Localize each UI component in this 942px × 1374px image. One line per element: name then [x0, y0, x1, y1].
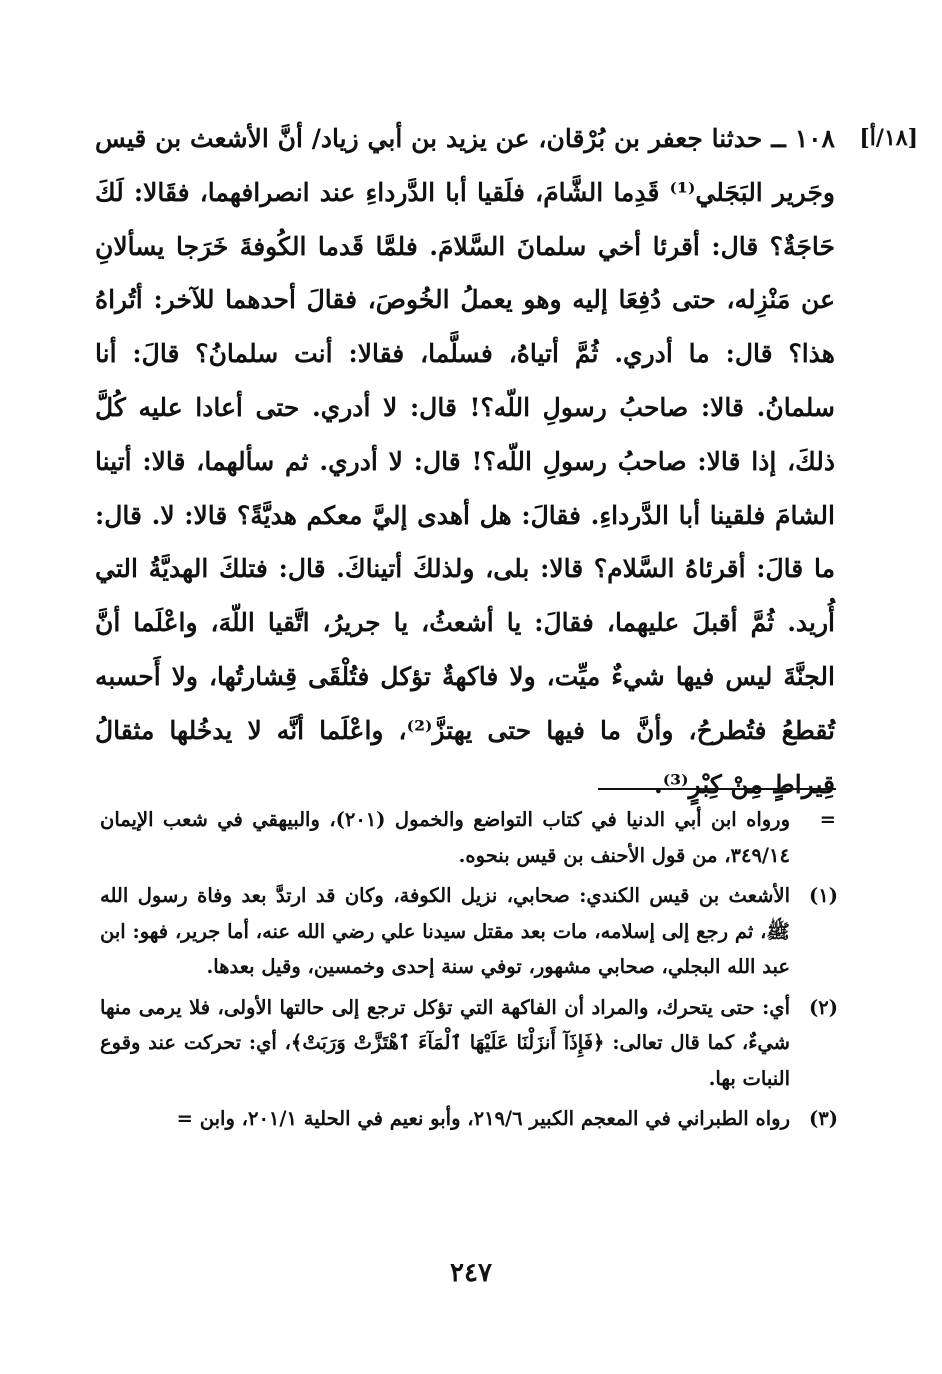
footnote-text: رواه الطبراني في المعجم الكبير ٢١٩/٦، وأبو نعيم في الحلية ٢٠١/١، وابن =: [176, 1107, 790, 1130]
folio-marker: [١٨/أ]: [859, 125, 918, 151]
footnote-marker: (٢): [809, 995, 838, 1019]
footnote-text: ورواه ابن أبي الدنيا في كتاب التواضع والخمول (٢٠١)، والبيهقي في شعب الإيمان ٣٤٩/١٤، من قول الأحنف بن قيس بنحوه.: [100, 808, 790, 867]
hadith-paragraph: [95, 112, 835, 811]
footnote-text: أي: حتى يتحرك، والمراد أن الفاكهة التي تؤكل ترجع إلى حالتها الأولى، فلا يرمى منها شيءٌ، كما قال تعالى: ﴿فَإِذَآ أَنزَلْنَا عَلَيْهَا ٱلْمَآءَ ٱهْتَزَّتْ وَرَبَتْ﴾، أي: تحركت عند وقوع النبات بها.: [100, 995, 790, 1090]
page-number: ٢٤٧: [450, 1258, 492, 1288]
footnote-marker: =: [819, 808, 836, 831]
footnote-3: [100, 1101, 838, 1137]
footnote-continuation: [100, 802, 838, 873]
footnote-1: [100, 878, 838, 985]
footnote-2: [100, 990, 838, 1097]
hadith-body: [95, 112, 835, 811]
footnote-marker: (٣): [809, 1107, 838, 1130]
footnote-text: الأشعث بن قيس الكندي: صحابي، نزيل الكوفة، وكان قد ارتدَّ بعد وفاة رسول الله ﷺ، ثم رجع إلى إسلامه، مات بعد مقتل سيدنا علي رضي الله عنه، أما جرير، فهو: ابن عبد الله البجلي، صحابي مشهور، توفي سنة إحدى وخمسين، وقيل بعدها.: [100, 884, 790, 978]
hadith-text: حدثنا جعفر بن بُرْقان، عن يزيد بن أبي زياد/ أنَّ الأشعث بن قيس وجَرير البَجَلي⁽¹⁾ قَدِما الشَّامَ، فلَقيا أبا الدَّرداءِ عند انصرافهما، فقَالا: لَكَ حَاجَةٌ؟ قال: أقرئا أخي سلمانَ السَّلامَ. فلمَّا قَدما الكُوفةَ خَرَجا يسألانِ عن مَنْزِله، حتى دُفِعَا إليه وهو يعملُ الخُوصَ، فقالَ أحدهما للآخر: أتُراهُ هذا؟ قال: ما أدري. ثُمَّ أتياهُ، فسلَّما، فقالا: أنت سلمانُ؟ قالَ: أنا سلمانُ. قالا: صاحبُ رسولِ اللّه؟! قال: لا أدري. حتى أعادا عليه كُلَّ ذلكَ، إذا قالا: صاحبُ رسولِ اللّه؟! قال: لا أدري. ثم سألهما، قالا: أتينا الشامَ فلقينا أبا الدَّرداءِ. فقالَ: هل أهدى إليَّ معكم هديَّةً؟ قالا: لا. قال: ما قالَ: أقرئاهُ السَّلام؟ قالا: بلى، ولذلكَ أتيناكَ. قال: فتلكَ الهديَّةُ التي أُريد. ثُمَّ أقبلَ عليهما، فقالَ: يا أشعثُ، يا جريرُ، اتَّقيا اللّهَ، واعْلَما أنَّ الجنَّةَ ليس فيها شيءٌ ميِّت، ولا فاكهةٌ تؤكل فتُلْقَى قِشارتُها، ولا أَحسبه تُقطعُ فتُطرحُ، وأنَّ ما فيها حتى يهتزَّ⁽²⁾، واعْلَما أنَّه لا يدخُلها مثقالُ قِيراطٍ مِنْ كِبْرٍ⁽³⁾.: [95, 124, 836, 799]
hadith-number: ١٠٨ ــ: [771, 124, 835, 153]
footnote-separator: [598, 788, 836, 790]
footnotes: [100, 802, 838, 1142]
footnote-marker: (١): [809, 884, 838, 907]
